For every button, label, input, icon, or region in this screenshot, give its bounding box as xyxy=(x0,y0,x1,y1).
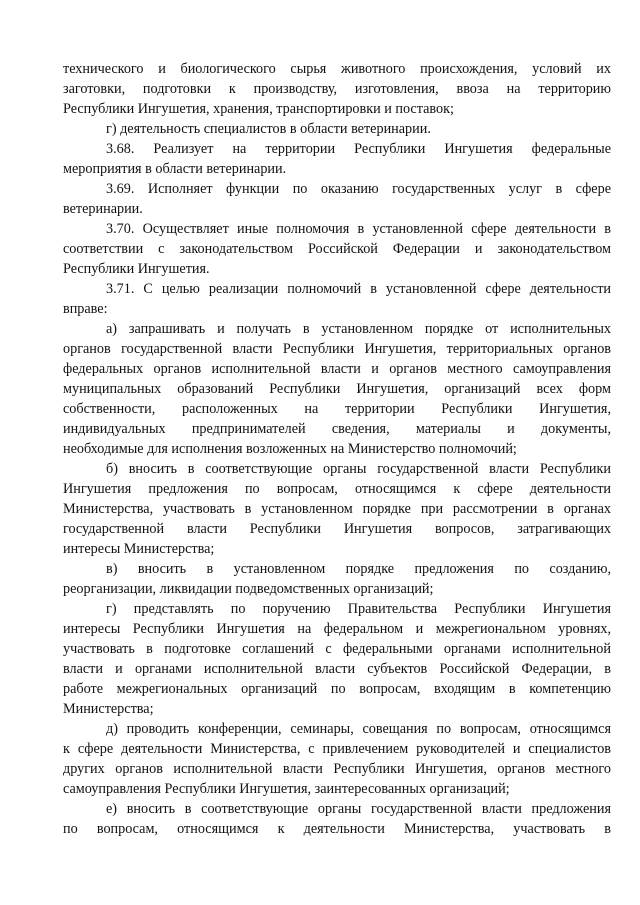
text-line: Республики Ингушетия. xyxy=(63,261,210,277)
text-line: других органов исполнительной власти Республики Ингушетия, органов местного xyxy=(63,761,611,777)
text-line: федеральных органов исполнительной власти и органов местного самоуправления xyxy=(63,361,611,377)
text-line: Министерства; xyxy=(63,701,154,717)
text-line: 3.70. Осуществляет иные полномочия в установленной сфере деятельности в xyxy=(106,221,611,237)
text-line: индивидуальных предпринимателей сведения, материалы и документы, xyxy=(63,421,611,437)
text-line: Ингушетия предложения по вопросам, относящимся к сфере деятельности xyxy=(63,481,611,497)
text-line: государственной власти Республики Ингушетия вопросов, затрагивающих xyxy=(63,521,611,537)
text-line: органов государственной власти Республики Ингушетия, территориальных органов xyxy=(63,341,611,357)
text-line: интересы Министерства; xyxy=(63,541,215,557)
text-line: мероприятия в области ветеринарии. xyxy=(63,161,287,177)
text-line: е) вносить в соответствующие органы государственной власти предложения xyxy=(106,801,611,817)
text-line: 3.71. С целью реализации полномочий в установленной сфере деятельности xyxy=(106,281,611,297)
text-line: вправе: xyxy=(63,301,108,317)
text-line: б) вносить в соответствующие органы государственной власти Республики xyxy=(106,461,611,477)
text-line: Министерства, участвовать в установленном порядке при рассмотрении в органах xyxy=(63,501,611,517)
text-line: самоуправления Республики Ингушетия, заинтересованных организаций; xyxy=(63,781,510,797)
text-line: 3.68. Реализует на территории Республики Ингушетия федеральные xyxy=(106,141,611,157)
text-line: г) представлять по поручению Правительства Республики Ингушетия xyxy=(106,601,611,617)
text-line: собственности, расположенных на территории Республики Ингушетия, xyxy=(63,401,611,417)
text-line: соответствии с законодательством Российской Федерации и законодательством xyxy=(63,241,611,257)
text-line: д) проводить конференции, семинары, совещания по вопросам, относящимся xyxy=(106,721,611,737)
text-line: технического и биологического сырья животного происхождения, условий их xyxy=(63,61,611,77)
text-line: заготовки, подготовки к производству, изготовления, ввоза на территорию xyxy=(63,81,611,97)
text-line: в) вносить в установленном порядке предложения по созданию, xyxy=(106,561,611,577)
text-line: власти и органами исполнительной власти субъектов Российской Федерации, в xyxy=(63,661,611,677)
text-line: муниципальных образований Республики Ингушетия, организаций всех форм xyxy=(63,381,611,397)
text-line: к сфере деятельности Министерства, с привлечением руководителей и специалистов xyxy=(63,741,611,757)
text-line: интересы Республики Ингушетия на федеральном и межрегиональном уровнях, xyxy=(63,621,611,637)
text-line: участвовать в подготовке соглашений с федеральными органами исполнительной xyxy=(63,641,611,657)
text-line: г) деятельность специалистов в области ветеринарии. xyxy=(106,121,431,137)
text-line: а) запрашивать и получать в установленном порядке от исполнительных xyxy=(106,321,611,337)
text-line: 3.69. Исполняет функции по оказанию государственных услуг в сфере xyxy=(106,181,611,197)
text-line: необходимые для исполнения возложенных на Министерство полномочий; xyxy=(63,441,517,457)
text-line: работе межрегиональных организаций по вопросам, входящим в компетенцию xyxy=(63,681,611,697)
text-line: реорганизации, ликвидации подведомственных организаций; xyxy=(63,581,434,597)
text-line: Республики Ингушетия, хранения, транспортировки и поставок; xyxy=(63,101,454,117)
text-line: ветеринарии. xyxy=(63,201,143,217)
text-line: по вопросам, относящимся к деятельности Министерства, участвовать в xyxy=(63,821,611,837)
